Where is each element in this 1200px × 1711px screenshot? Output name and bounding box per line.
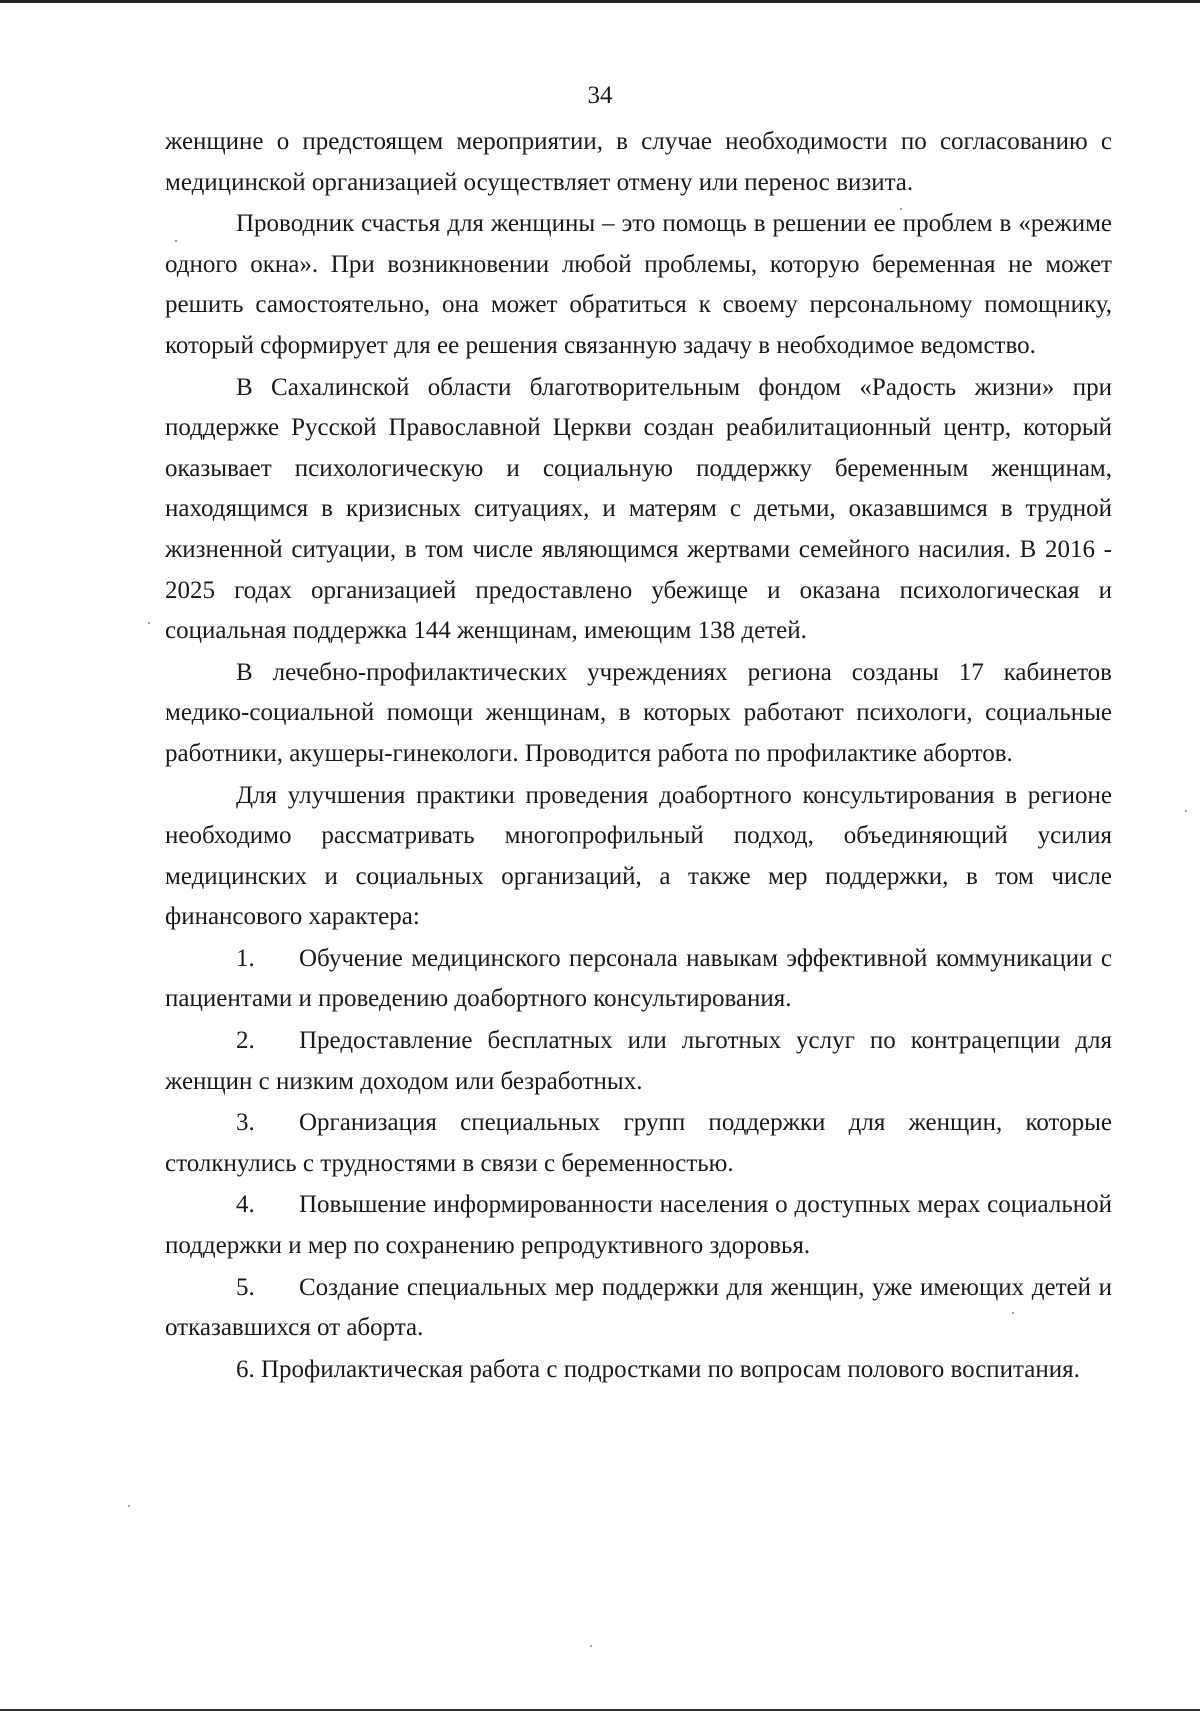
- list-text: Обучение медицинского персонала навыкам эффективной коммуникации с пациентами и проведению доабортного консультирования.: [165, 944, 1112, 1013]
- list-text: Организация специальных групп поддержки для женщин, которые столкнулись с трудностями в связи с беременностью.: [165, 1109, 1112, 1177]
- list-item: [165, 1268, 1112, 1349]
- paragraph: женщине о предстоящем мероприятии, в случае необходимости по согласованию с медицинской организацией осуществляет отмену или перенос визита.: [165, 128, 1112, 196]
- scan-edge-top: [0, 0, 1200, 3]
- list-number: 1.: [236, 944, 255, 972]
- paragraph: Проводник счастья для женщины – это помощь в решении ее проблем в «режиме одного окна». При возникновении любой проблемы, которую беременная не может решить самостоятельно, она может обратиться к своему персональному помощнику, который сформирует для ее решения связанную задачу в необходимое ведомство.: [165, 210, 1112, 359]
- list-number: 3.: [236, 1109, 255, 1137]
- scan-speck: [148, 622, 150, 624]
- document-body: [165, 122, 1112, 1390]
- paragraph: Для улучшения практики проведения доабортного консультирования в регионе необходимо рассматривать многопрофильный подход, объединяющий усилия медицинских и социальных организаций, а также мер поддержки, в том числе финансового характера:: [165, 781, 1112, 931]
- list-text: Повышение информированности населения о доступных мерах социальной поддержки и мер по сохранению репродуктивного здоровья.: [165, 1191, 1112, 1260]
- paragraph: В лечебно-профилактических учреждениях региона созданы 17 кабинетов медико-социальной помощи женщинам, в которых работают психологи, социальные работники, акушеры-гинекологи. Проводится работа по профилактике абортов.: [165, 658, 1112, 767]
- scan-speck: [175, 240, 177, 242]
- list-item: [165, 939, 1112, 1020]
- list-number: 5.: [236, 1273, 255, 1301]
- list-number: 4.: [236, 1191, 255, 1219]
- page-number: 34: [587, 82, 613, 109]
- list-item: [165, 1185, 1112, 1266]
- list-number: 2.: [236, 1027, 255, 1055]
- list-item: [165, 1021, 1112, 1102]
- list-item: [165, 1103, 1112, 1184]
- list-text: Создание специальных мер поддержки для женщин, уже имеющих детей и отказавшихся от аборта.: [165, 1273, 1112, 1342]
- scan-speck: [128, 1505, 130, 1507]
- scan-speck: [1185, 810, 1187, 812]
- paragraph: В Сахалинской области благотворительным фондом «Радость жизни» при поддержке Русской Православной Церкви создан реабилитационный центр, который оказывает психологическую и социальную поддержку беременным женщинам, находящимся в кризисных ситуациях, и матерям с детьми, оказавшимся в трудной жизненной ситуации, в том числе являющимся жертвами семейного насилия. В 2016 - 2025 годах организацией предоставлено убежище и оказана психологическая и социальная поддержка 144 женщинам, имеющим 138 детей.: [165, 373, 1112, 645]
- list-item-last: 6. Профилактическая работа с подростками по вопросам полового воспитания.: [236, 1355, 1080, 1383]
- list-text: Предоставление бесплатных или льготных услуг по контрацепции для женщин с низким доходом или безработных.: [165, 1027, 1112, 1095]
- scan-speck: [1012, 1312, 1014, 1314]
- scan-speck: [590, 1645, 592, 1647]
- scan-speck: [900, 208, 902, 210]
